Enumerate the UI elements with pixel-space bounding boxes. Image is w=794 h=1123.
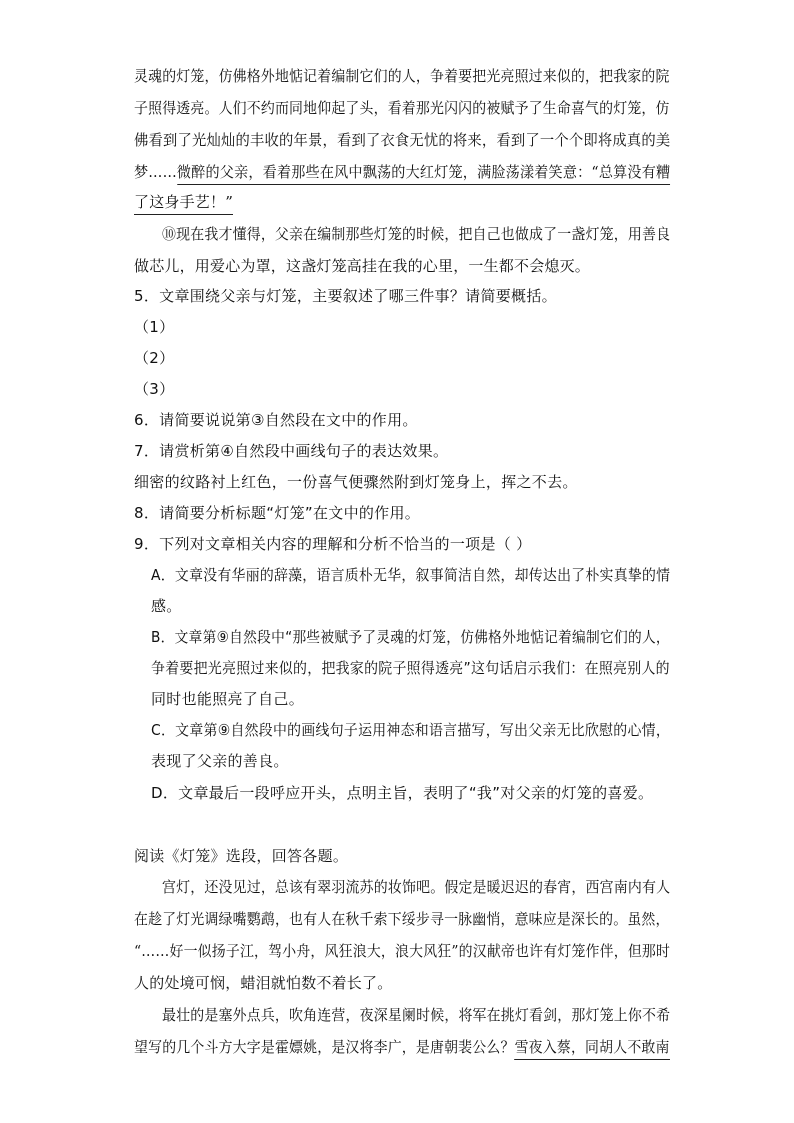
passage2-p1-line-3: “……好一似扬子江，驾小舟，风狂浪大，浪大风狂”的汉献帝也许有灯笼作伴，但那时: [134, 942, 671, 960]
underlined-sentence-end: 了这身手艺！”: [134, 193, 233, 215]
passage2-p1-line-2: 在趁了灯光调绿嘴鹦鹉，也有人在秋千索下绥步寻一脉幽悄，意味应是深长的。虽然，: [134, 910, 670, 928]
option-c-line-2: 表现了父亲的善良。: [151, 752, 289, 770]
passage1-line-5: [134, 195, 233, 210]
option-b-line-1: B．文章第⑨自然段中“那些被赋予了灵魂的灯笼，仿佛格外地惦记着编制它们的人，: [151, 628, 670, 646]
question-7: 7．请赏析第④自然段中画线句子的表达效果。: [134, 442, 449, 460]
question-9: 9．下列对文章相关内容的理解和分析不恰当的一项是（ ）: [134, 535, 532, 553]
passage2-p1-line-4: 人的处境可悯，蜡泪就怕数不着长了。: [134, 974, 393, 992]
passage1-line-1: 灵魂的灯笼，仿佛格外地惦记着编制它们的人，争着要把光亮照过来似的，把我家的院: [134, 67, 670, 85]
passage2-p2-line-1: 最壮的是塞外点兵，吹角连营，夜深星阑时候，将军在挑灯看剑，那灯笼上你不希: [162, 1006, 671, 1024]
option-d-line-1: D．文章最后一段呼应开头，点明主旨，表明了“我”对父亲的灯笼的喜爱。: [151, 784, 654, 802]
question-5: 5．文章围绕父亲与灯笼，主要叙述了哪三件事？请简要概括。: [134, 287, 557, 305]
question-8: 8．请简要分析标题“灯笼”在文中的作用。: [134, 504, 421, 522]
passage1-line-2: 子照得透亮。人们不约而同地仰起了头，看着那光闪闪的被赋予了生命喜气的灯笼，仿: [134, 99, 670, 117]
answer-5-1: （1）: [134, 318, 175, 336]
passage2-p2-line-2: [134, 1040, 670, 1055]
passage1-line-3: 佛看到了光灿灿的丰收的年景，看到了衣食无忧的将来，看到了一个个即将成真的美: [134, 131, 671, 149]
paragraph-10-line-2: 做芯儿，用爱心为罩，这盏灯笼高挂在我的心里，一生都不会熄灭。: [134, 257, 591, 275]
underlined-sentence: 微醉的父亲，看着那些在风中飘荡的大红灯笼，满脸荡漾着笑意：“总算没有糟: [177, 163, 670, 185]
question-7-quote: 细密的纹路衬上红色，一份喜气便骤然附到灯笼身上，挥之不去。: [134, 473, 578, 491]
option-b-line-3: 同时也能照亮了自己。: [151, 690, 305, 708]
answer-5-2: （2）: [134, 349, 175, 367]
passage1-line-4: [134, 165, 670, 180]
paragraph-10-line-1: ⑩现在我才懂得，父亲在编制那些灯笼的时候，把自己也做成了一盏灯笼，用善良: [162, 225, 671, 243]
option-b-line-2: 争着要把光亮照过来似的，把我家的院子照得透亮”这句话启示我们：在照亮别人的: [151, 659, 670, 677]
passage2-p1-line-1: 宫灯，还没见过，总该有翠羽流苏的妆饰吧。假定是暖迟迟的春宵，西宫南内有人: [162, 878, 671, 896]
option-a-line-1: A．文章没有华丽的辞藻，语言质朴无华，叙事简洁自然，却传达出了朴实真挚的情: [151, 566, 671, 584]
question-6: 6．请简要说说第③自然段在文中的作用。: [134, 411, 418, 429]
answer-5-3: （3）: [134, 380, 175, 398]
option-c-line-1: C．文章第⑨自然段中的画线句子运用神态和语言描写，写出父亲无比欣慰的心情，: [151, 721, 671, 739]
passage2-intro: 阅读《灯笼》选段，回答各题。: [134, 847, 349, 865]
underlined-sentence: 雪夜入蔡，同胡人不敢南: [515, 1038, 670, 1060]
option-a-line-2: 感。: [151, 597, 182, 615]
passage2-p2-line-2-plain: 望写的几个斗方大字是霍嫖姚，是汉将李广，是唐朝裴公么？: [134, 1038, 515, 1056]
passage1-line-4-plain: 梦……: [134, 163, 177, 181]
